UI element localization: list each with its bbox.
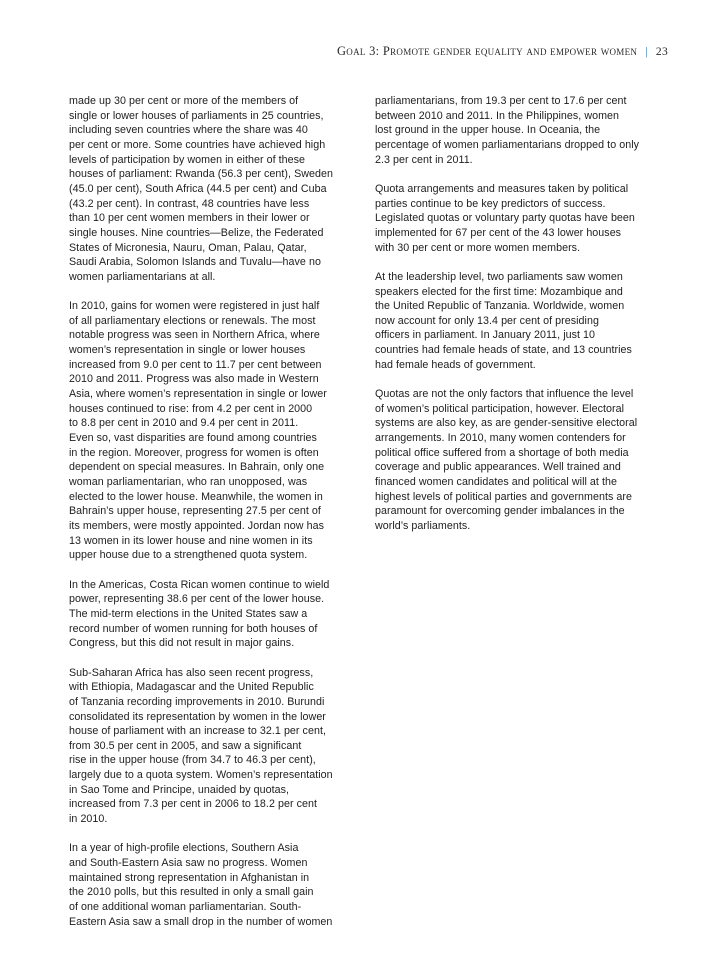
left-paragraph-1: made up 30 per cent or more of the members of single or lower houses of parliaments in 25 countries, including seven countries where the share was 40 per cent or more. Some countries have achieved high levels of participation by women in either of these houses of parliament: Rwanda (56.3 per cent), Sweden (45.0 per cent), South Africa (44.5 per cent) and Cuba (43.2 per cent). In contrast, 48 countries have less than 10 per cent women members in their lower or single houses. Nine countries—Belize, the Federated States of Micronesia, Nauru, Oman, Palau, Qatar, Saudi Arabia, Solomon Islands and Tuvalu—have no women parliamentarians at all. — [69, 95, 333, 283]
right-paragraph-4: Quotas are not the only factors that influence the level of women’s political participation, however. Electoral systems are also key, as are gender-sensitive electoral arrangements. In 2010, many women contenders for political office suffered from a shortage of both media coverage and public appearances. Well trained and financed women candidates and political will at the highest levels of political parties and governments are paramount for overcoming gender imbalances in the world’s parliaments. — [375, 388, 638, 532]
left-paragraph-5: In a year of high-profile elections, Southern Asia and South-Eastern Asia saw no progress. Women maintained strong representation in Afghanistan in the 2010 polls, but this resulted in only a small gain of one additional woman parliamentarian. South- Eastern Asia saw a small drop in the number of women — [69, 842, 333, 928]
header-separator: | — [645, 44, 648, 58]
running-header-title: Goal 3: Promote gender equality and empower women — [336, 44, 638, 58]
running-header — [337, 44, 668, 59]
page-number: 23 — [655, 46, 668, 58]
left-column — [69, 94, 355, 944]
right-paragraph-2: Quota arrangements and measures taken by political parties continue to be key predictors of success. Legislated quotas or voluntary party quotas have been implemented for 67 per cent of the 43 lower houses with 30 per cent or more women members. — [375, 182, 635, 254]
left-paragraph-2: In 2010, gains for women were registered in just half of all parliamentary elections or renewals. The most notable progress was seen in Northern Africa, where women’s representation in single or lower houses increased from 9.0 per cent to 11.7 per cent between 2010 and 2011. Progress was also made in Western Asia, where women’s representation in single or lower houses continued to rise: from 4.2 per cent in 2000 to 8.8 per cent in 2010 and 9.4 per cent in 2011. Even so, vast disparities are found among countries in the region. Moreover, progress for women is often dependent on special measures. In Bahrain, only one woman parliamentarian, who ran unopposed, was elected to the lower house. Meanwhile, the women in Bahrain’s upper house, representing 27.5 per cent of its members, were mostly appointed. Jordan now has 13 women in its lower house and nine women in its upper house due to a strengthened quota system. — [69, 300, 327, 562]
right-column — [375, 94, 661, 548]
left-paragraph-3: In the Americas, Costa Rican women continue to wield power, representing 38.6 per cent of the lower house. The mid-term elections in the United States saw a record number of women running for both houses of Congress, but this did not result in major gains. — [69, 578, 330, 650]
right-paragraph-1: parliamentarians, from 19.3 per cent to 17.6 per cent between 2010 and 2011. In the Philippines, women lost ground in the upper house. In Oceania, the percentage of women parliamentarians dropped to only 2.3 per cent in 2011. — [375, 95, 640, 166]
right-paragraph-3: At the leadership level, two parliaments saw women speakers elected for the first time: Mozambique and the United Republic of Tanzania. Worldwide, women now account for only 13.4 per cent of presiding officers in parliament. In January 2011, just 10 countries had female heads of state, and 13 countries had female heads of government. — [375, 270, 632, 371]
left-paragraph-4: Sub-Saharan Africa has also seen recent progress, with Ethiopia, Madagascar and the United Republic of Tanzania recording improvements in 2010. Burundi consolidated its representation by women in the lower house of parliament with an increase to 32.1 per cent, from 30.5 per cent in 2005, and saw a significant rise in the upper house (from 34.7 to 46.3 per cent), largely due to a quota system. Women’s representation in Sao Tome and Principe, unaided by quotas, increased from 7.3 per cent in 2006 to 18.2 per cent in 2010. — [69, 666, 333, 826]
